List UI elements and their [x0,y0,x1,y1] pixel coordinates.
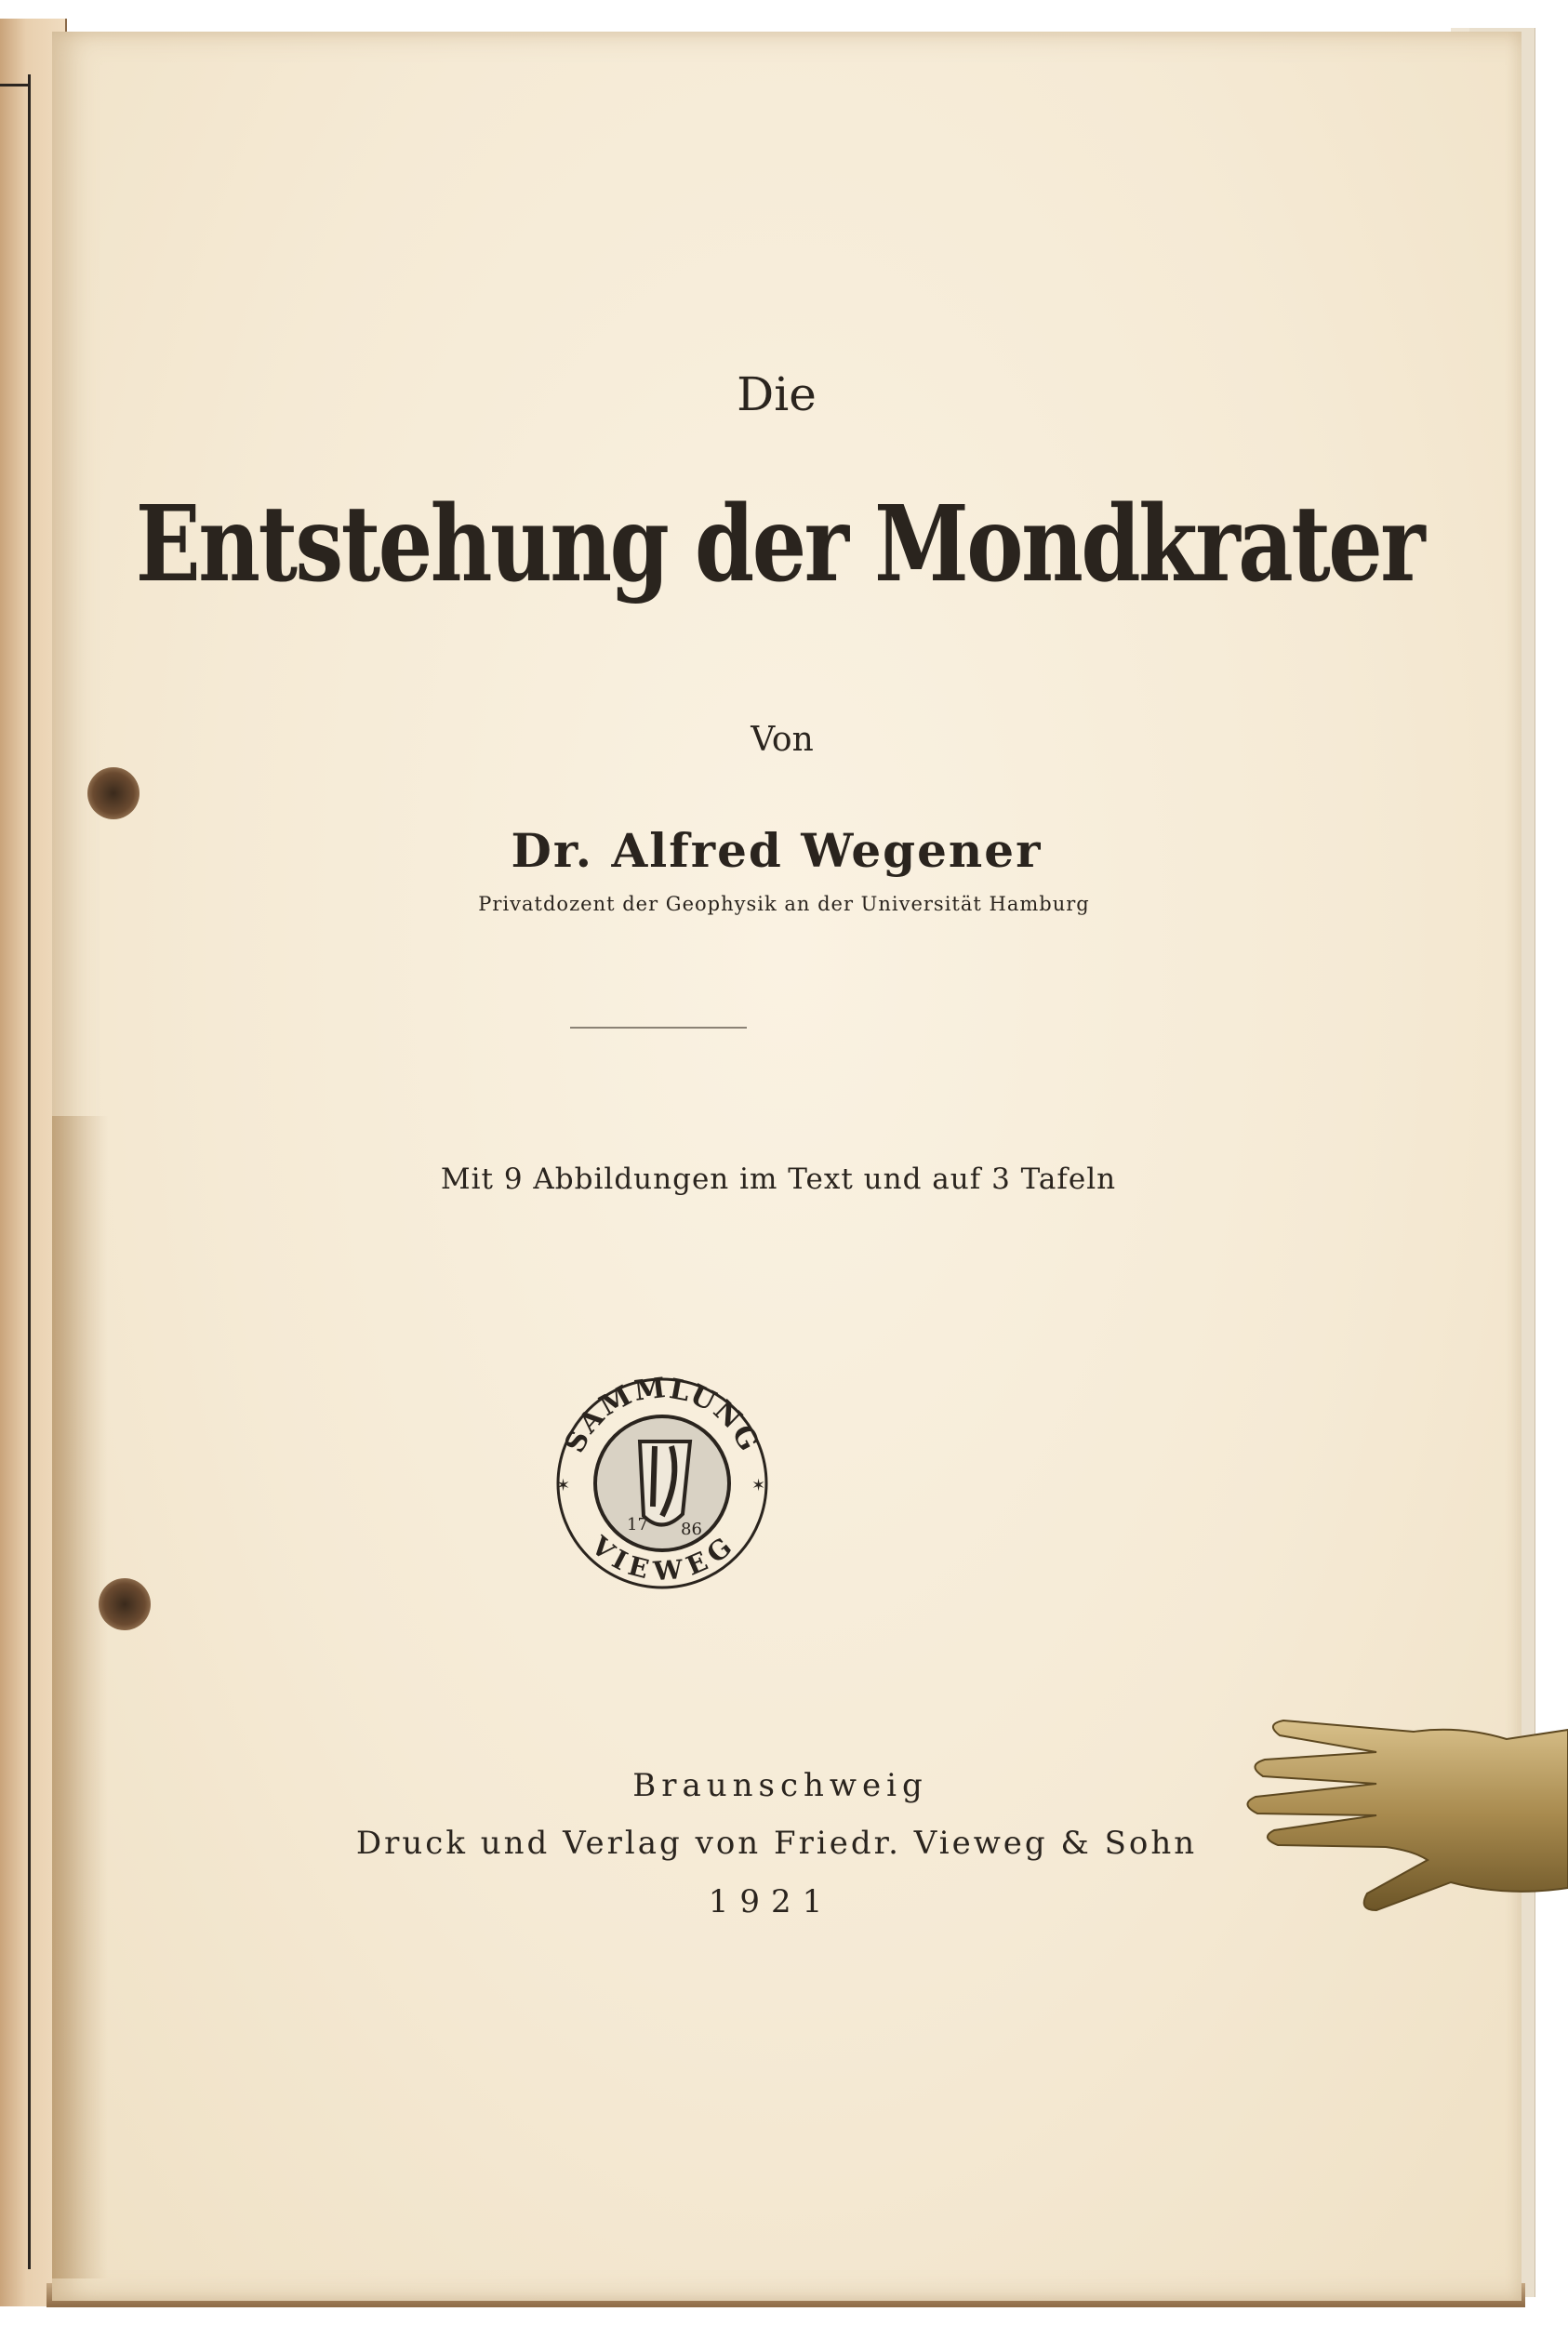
divider-rule [570,1027,747,1029]
logo-year-left: 17 [627,1515,648,1534]
publisher-line: Druck und Verlag von Friedr. Vieweg & Sohn [355,1825,1198,1862]
book-title: Entstehung der Mondkrater [135,484,1424,605]
water-stain [52,1116,108,2278]
punch-hole [99,1578,151,1630]
star-icon: ✶ [751,1476,766,1495]
logo-top-text: SAMMLUNG [558,1371,766,1458]
punch-hole [87,767,140,819]
star-icon: ✶ [556,1476,571,1495]
illustrations-note: Mit 9 Abbildungen im Text und auf 3 Tafeln [440,1162,1117,1196]
by-line: Von [751,721,814,759]
title-article: Die [737,367,817,421]
author-affiliation: Privatdozent der Geophysik an der Universität Hamburg [478,893,1090,915]
logo-bottom-text: VIEWEG [585,1530,739,1588]
brass-hand-clip [1228,1711,1568,1934]
publisher-logo [551,1358,774,1600]
previous-page-rule-top [0,84,30,86]
publication-city: Braunschweig [632,1767,928,1804]
logo-year-right: 86 [681,1520,702,1539]
author-name: Dr. Alfred Wegener [511,823,1043,878]
publication-year: 1921 [708,1883,834,1920]
